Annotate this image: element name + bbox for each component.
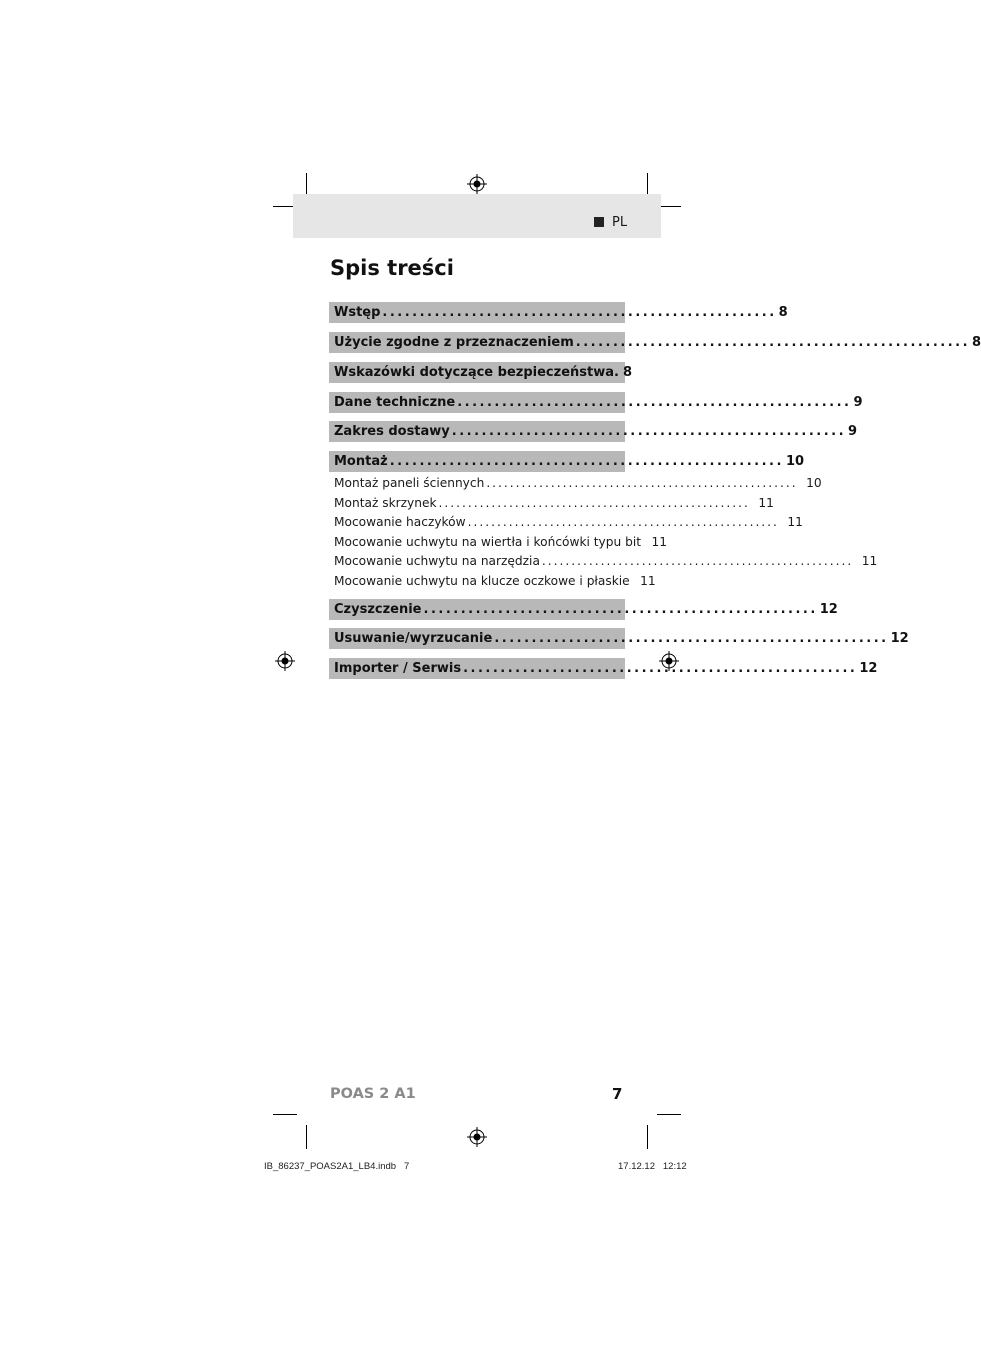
crop-mark-bottom-right-h <box>657 1114 681 1115</box>
toc-entry-label: Wstęp <box>334 305 381 320</box>
toc-subsection-entry[interactable] <box>329 532 668 551</box>
print-slug-datetime: 17.12.12 12:12 <box>618 1161 687 1172</box>
print-slug-file: IB_86237_POAS2A1_LB4.indb 7 <box>264 1161 410 1172</box>
toc-subsection-entry[interactable] <box>329 473 822 492</box>
crop-mark-bottom-left <box>306 1125 307 1149</box>
toc-entry-page: 11 <box>787 514 803 529</box>
toc-entry-page: 9 <box>848 424 858 439</box>
toc-entry-page: 11 <box>758 495 774 510</box>
toc-leader-dots: ..................................................... <box>463 661 858 676</box>
toc-entry-page: 9 <box>853 395 863 410</box>
registration-mark-icon <box>275 651 295 671</box>
toc-leader-dots: ..................................................... <box>457 395 852 410</box>
square-bullet-icon <box>594 217 604 227</box>
toc-entry-label: Montaż paneli ściennych <box>334 475 485 490</box>
toc-entry-page: 11 <box>640 573 656 588</box>
toc-entry-label: Mocowanie haczyków <box>334 514 466 529</box>
registration-mark-icon <box>467 174 487 194</box>
toc-entry-label: Czyszczenie <box>334 602 422 617</box>
toc-section-entry[interactable] <box>329 599 838 620</box>
toc-entry-page: 12 <box>819 602 838 617</box>
toc-entry-page: 8 <box>972 335 981 350</box>
toc-entry-page: 12 <box>890 631 909 646</box>
toc-subsection-entry[interactable] <box>329 493 774 512</box>
toc-section-entry[interactable] <box>329 332 981 353</box>
toc-section-entry[interactable] <box>329 628 909 649</box>
registration-mark-icon <box>467 1127 487 1147</box>
toc-subsection-entry[interactable] <box>329 571 656 590</box>
toc-leader-dots: ..................................................... <box>389 454 784 469</box>
footer-page-number: 7 <box>612 1085 623 1103</box>
toc-entry-label: Importer / Serwis <box>334 661 462 676</box>
toc-entry-label: Zakres dostawy <box>334 424 450 439</box>
toc-entry-label: Mocowanie uchwytu na wiertła i końcówki typu bit <box>334 534 642 549</box>
toc-leader-dots: ..................................................... <box>541 553 854 568</box>
toc-section-entry[interactable] <box>329 658 878 679</box>
toc-leader-dots: ..................................................... <box>423 602 818 617</box>
toc-section-entry[interactable] <box>329 362 632 383</box>
language-code: PL <box>612 214 628 230</box>
toc-entry-page: 10 <box>806 475 822 490</box>
toc-entry-page: 12 <box>859 661 878 676</box>
toc-leader-dots: ..................................................... <box>451 424 847 439</box>
toc-entry-page: 10 <box>785 454 805 469</box>
crop-mark-bottom-right <box>647 1125 648 1149</box>
toc-section-entry[interactable] <box>329 302 788 323</box>
toc-subsection-entry[interactable] <box>329 512 803 531</box>
toc-entry-label: Mocowanie uchwytu na narzędzia <box>334 553 540 568</box>
toc-entry-label: Użycie zgodne z przeznaczeniem <box>334 335 574 350</box>
toc-leader-dots: ..................................................... <box>467 514 779 529</box>
toc-entry-label: Wskazówki dotyczące bezpieczeństwa. <box>334 365 619 380</box>
table-of-contents <box>329 302 981 682</box>
toc-entry-page: 8 <box>622 365 632 380</box>
toc-entry-label: Montaż skrzynek <box>334 495 437 510</box>
toc-leader-dots: ..................................................... <box>494 631 889 646</box>
toc-entry-label: Dane techniczne <box>334 395 456 410</box>
toc-entry-page: 11 <box>861 553 878 568</box>
toc-leader-dots: ..................................................... <box>382 305 777 320</box>
footer-model-name: POAS 2 A1 <box>330 1086 416 1102</box>
page-title: Spis treści <box>330 256 454 280</box>
toc-entry-label: Montaż <box>334 454 388 469</box>
crop-mark-bottom-left-h <box>273 1114 297 1115</box>
toc-entry-label: Usuwanie/wyrzucanie <box>334 631 493 646</box>
toc-entry-page: 11 <box>651 534 668 549</box>
toc-section-entry[interactable] <box>329 392 863 413</box>
toc-section-entry[interactable] <box>329 421 858 442</box>
toc-entry-label: Mocowanie uchwytu na klucze oczkowe i płaskie <box>334 573 630 588</box>
toc-leader-dots: ..................................................... <box>575 335 971 350</box>
language-indicator <box>594 214 627 230</box>
toc-leader-dots: ..................................................... <box>486 475 798 490</box>
toc-section-entry[interactable] <box>329 451 805 472</box>
toc-entry-page: 8 <box>778 305 788 320</box>
toc-leader-dots: ..................................................... <box>438 495 750 510</box>
toc-subsection-entry[interactable] <box>329 551 878 570</box>
